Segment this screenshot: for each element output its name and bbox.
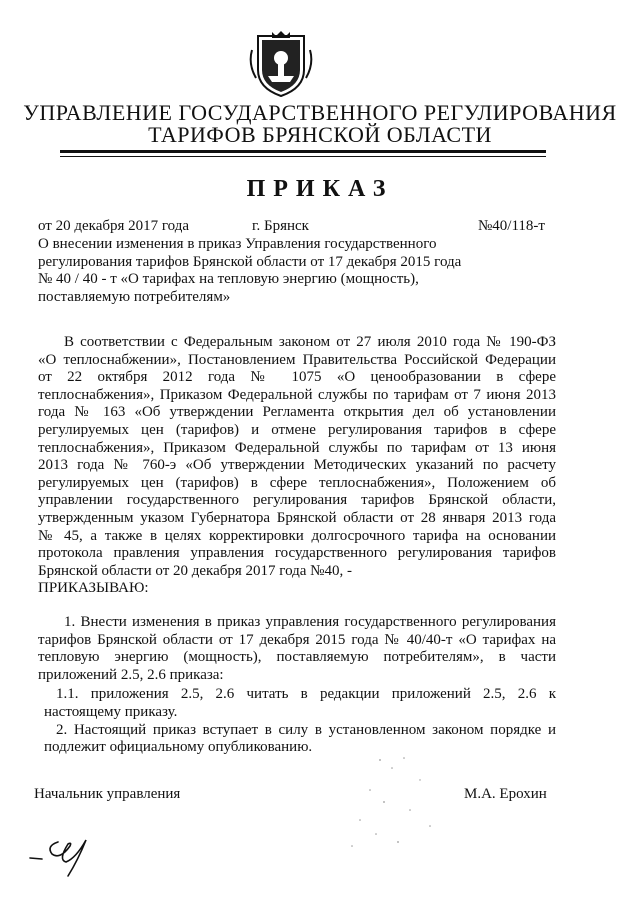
body-line: протокола правления управления государственного регулирования тарифов bbox=[38, 545, 556, 562]
signatory-name: М.А. Ерохин bbox=[464, 786, 547, 802]
item-line: приложений 2.5, 2.6 приказа: bbox=[38, 666, 224, 683]
header-rule bbox=[60, 150, 546, 153]
coat-of-arms-icon bbox=[248, 30, 314, 98]
body-line: теплоснабжения», Приказом Федеральной службы по тарифам от 13 июня bbox=[38, 439, 556, 456]
item-line: тарифов Брянской области от 17 декабря 2015 года № 40/40-т «О тарифах на bbox=[38, 631, 556, 648]
document-title: ПРИКАЗ bbox=[246, 176, 394, 202]
header-rule-thin bbox=[60, 156, 546, 157]
document-city: г. Брянск bbox=[252, 218, 309, 234]
org-name-line1: УПРАВЛЕНИЕ ГОСУДАРСТВЕННОГО РЕГУЛИРОВАНИЯ bbox=[23, 100, 617, 125]
body-line: 2013 года № 760-э «Об утверждении Методических указаний по расчету bbox=[38, 457, 556, 474]
item-line: подлежит официальному опубликованию. bbox=[44, 739, 313, 756]
signatory-position: Начальник управления bbox=[34, 786, 181, 802]
document-number: №40/118-т bbox=[478, 218, 545, 234]
body-line: теплоснабжения», Приказом Федеральной службы по тарифам от 7 июня 2013 bbox=[38, 386, 556, 403]
body-line: регулируемых цен (тарифов) и отмене регулирования тарифов в сфере bbox=[38, 421, 556, 438]
subject-line: О внесении изменения в приказ Управления государственного bbox=[38, 236, 437, 252]
body-line: от 22 октября 2012 года № 1075 «О ценообразовании в сфере bbox=[38, 369, 556, 386]
document-subject bbox=[38, 236, 498, 306]
subject-line: поставляемую потребителям» bbox=[38, 288, 231, 305]
document-body bbox=[38, 334, 556, 580]
order-items bbox=[38, 614, 556, 757]
item-line: тепловую энергию (мощность), поставляемую потребителям», в части bbox=[38, 649, 556, 666]
org-name-line2: ТАРИФОВ БРЯНСКОЙ ОБЛАСТИ bbox=[148, 122, 492, 147]
item-line: настоящему приказу. bbox=[44, 703, 178, 720]
body-line: В соответствии с Федеральным законом от 27 июля 2010 года № 190-ФЗ bbox=[64, 334, 556, 350]
body-line: управлении государственного регулирования тарифов Брянской области, bbox=[38, 492, 556, 509]
body-line: утвержденным указом Губернатора Брянской области от 28 января 2013 года bbox=[38, 509, 556, 526]
body-line: «О теплоснабжении», Постановлением Правительства Российской Федерации bbox=[38, 351, 556, 368]
item-line: 1.1. приложения 2.5, 2.6 читать в редакции приложений 2.5, 2.6 к bbox=[56, 686, 556, 703]
handwritten-signature-icon bbox=[28, 832, 98, 882]
body-line: № 45, а также в целях корректировки долгосрочного тарифа на основании bbox=[38, 527, 556, 544]
body-line: регулируемых цен (тарифов) в сфере теплоснабжения», Положением об bbox=[38, 474, 556, 491]
subject-line: № 40 / 40 - т «О тарифах на тепловую энергию (мощность), bbox=[38, 271, 419, 288]
order-word: ПРИКАЗЫВАЮ: bbox=[38, 580, 149, 596]
stamp-trace-icon bbox=[340, 750, 450, 860]
document-date: от 20 декабря 2017 года bbox=[38, 218, 190, 234]
item-line: 1. Внести изменения в приказ управления государственного регулирования bbox=[64, 614, 556, 630]
item-line: 2. Настоящий приказ вступает в силу в установленном законом порядке и bbox=[56, 721, 556, 738]
body-line: года № 163 «Об утверждении Регламента открытия дел об установлении bbox=[38, 404, 556, 421]
subject-line: регулирования тарифов Брянской области от 17 декабря 2015 года bbox=[38, 253, 462, 270]
body-line: Брянской области от 20 декабря 2017 года №40, - bbox=[38, 562, 352, 579]
